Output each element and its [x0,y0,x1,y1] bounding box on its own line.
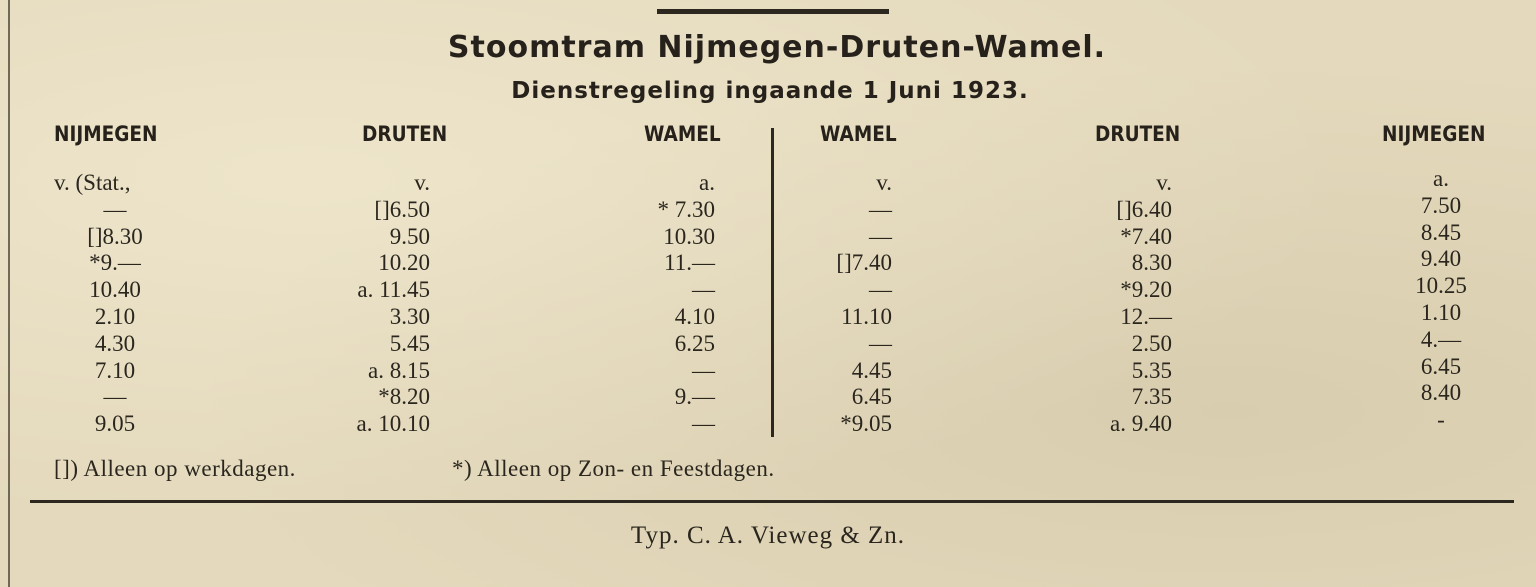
time-cell: 11.10 [841,303,892,329]
time-cell: a. 9.40 [1110,411,1172,437]
column-wamel-arrival [600,170,715,438]
time-cell: 11.— [664,250,715,276]
time-cell: 10.30 [663,223,715,249]
time-cell: — [692,277,715,303]
time-cell: *7.40 [1120,223,1172,249]
time-cell: — [869,223,892,249]
time-cell: — [692,357,715,383]
time-cell: 6.45 [1420,353,1462,379]
header-nijmegen-departure: NIJMEGEN [54,122,158,146]
time-cell: 5.35 [1131,357,1172,383]
header-wamel-arrival: WAMEL [644,122,721,146]
column-wamel-departure [800,170,892,438]
time-cell: 4.45 [851,357,892,383]
time-cell: — [869,196,892,222]
bottom-rule [30,500,1514,503]
time-cell: — [103,384,127,410]
column-subheader: v. (Stat., [54,170,131,195]
time-cell: 8.40 [1420,380,1462,406]
time-cell: 9.05 [94,411,136,437]
time-cell: - [1437,407,1445,433]
time-cell: 9.— [674,384,715,410]
top-rule [657,9,889,14]
time-cell: *8.20 [378,384,430,410]
time-cell: 9.40 [1420,246,1462,272]
time-cell: []6.40 [1116,196,1172,222]
time-cell: * 7.30 [657,196,715,222]
time-cell: 3.30 [389,303,430,329]
legend-sundays: *) Alleen op Zon- en Feestdagen. [452,456,775,481]
time-cell: — [103,196,127,222]
legend-workdays: []) Alleen op werkdagen. [54,456,296,481]
time-cell: 10.20 [378,250,430,276]
column-subheader: a. [1433,166,1449,191]
column-nijmegen-arrival [1380,166,1502,434]
time-cell: 9.50 [389,223,430,249]
column-subheader: v. [414,170,430,195]
header-nijmegen-arrival: NIJMEGEN [1382,122,1486,146]
time-cell: a. 8.15 [368,357,430,383]
time-cell: a. 11.45 [357,277,430,303]
column-nijmegen-departure [40,170,190,438]
time-cell: 4.— [1420,326,1462,352]
time-cell: 2.50 [1131,330,1172,356]
header-druten-outbound: DRUTEN [362,122,448,146]
time-cell: 6.45 [851,384,892,410]
column-subheader: v. [1156,170,1172,195]
time-cell: 7.10 [94,357,136,383]
column-subheader: a. [699,170,715,195]
column-druten-outbound [300,170,430,438]
header-druten-return: DRUTEN [1095,122,1181,146]
printer-imprint: Typ. C. A. Vieweg & Zn. [630,522,906,549]
time-cell: 8.30 [1131,250,1172,276]
time-cell: 4.30 [94,330,136,356]
time-cell: 7.50 [1420,192,1462,218]
column-subheader: v. [876,170,892,195]
time-cell: a. 10.10 [356,411,430,437]
time-cell: *9.20 [1120,277,1172,303]
time-cell: 4.10 [674,303,715,329]
time-cell: 6.25 [674,330,715,356]
time-cell: — [869,277,892,303]
time-cell: 10.40 [89,277,141,303]
time-cell: *9.— [89,250,141,276]
time-cell: — [692,411,715,437]
header-wamel-departure: WAMEL [820,122,897,146]
time-cell: []7.40 [836,250,892,276]
time-cell: 8.45 [1420,219,1462,245]
time-cell: 12.— [1120,303,1172,329]
direction-divider [771,128,774,437]
time-cell: 2.10 [94,303,136,329]
timetable-title: Stoomtram Nijmegen-Druten-Wamel. [447,30,1107,65]
time-cell: []8.30 [87,223,143,249]
time-cell: 5.45 [389,330,430,356]
column-druten-return [1060,170,1172,438]
time-cell: 10.25 [1415,273,1467,299]
time-cell: 1.10 [1420,299,1462,325]
time-cell: *9.05 [840,411,892,437]
time-cell: []6.50 [374,196,430,222]
timetable-subtitle: Dienstregeling ingaande 1 Juni 1923. [511,78,1029,104]
time-cell: 7.35 [1131,384,1172,410]
time-cell: — [869,330,892,356]
